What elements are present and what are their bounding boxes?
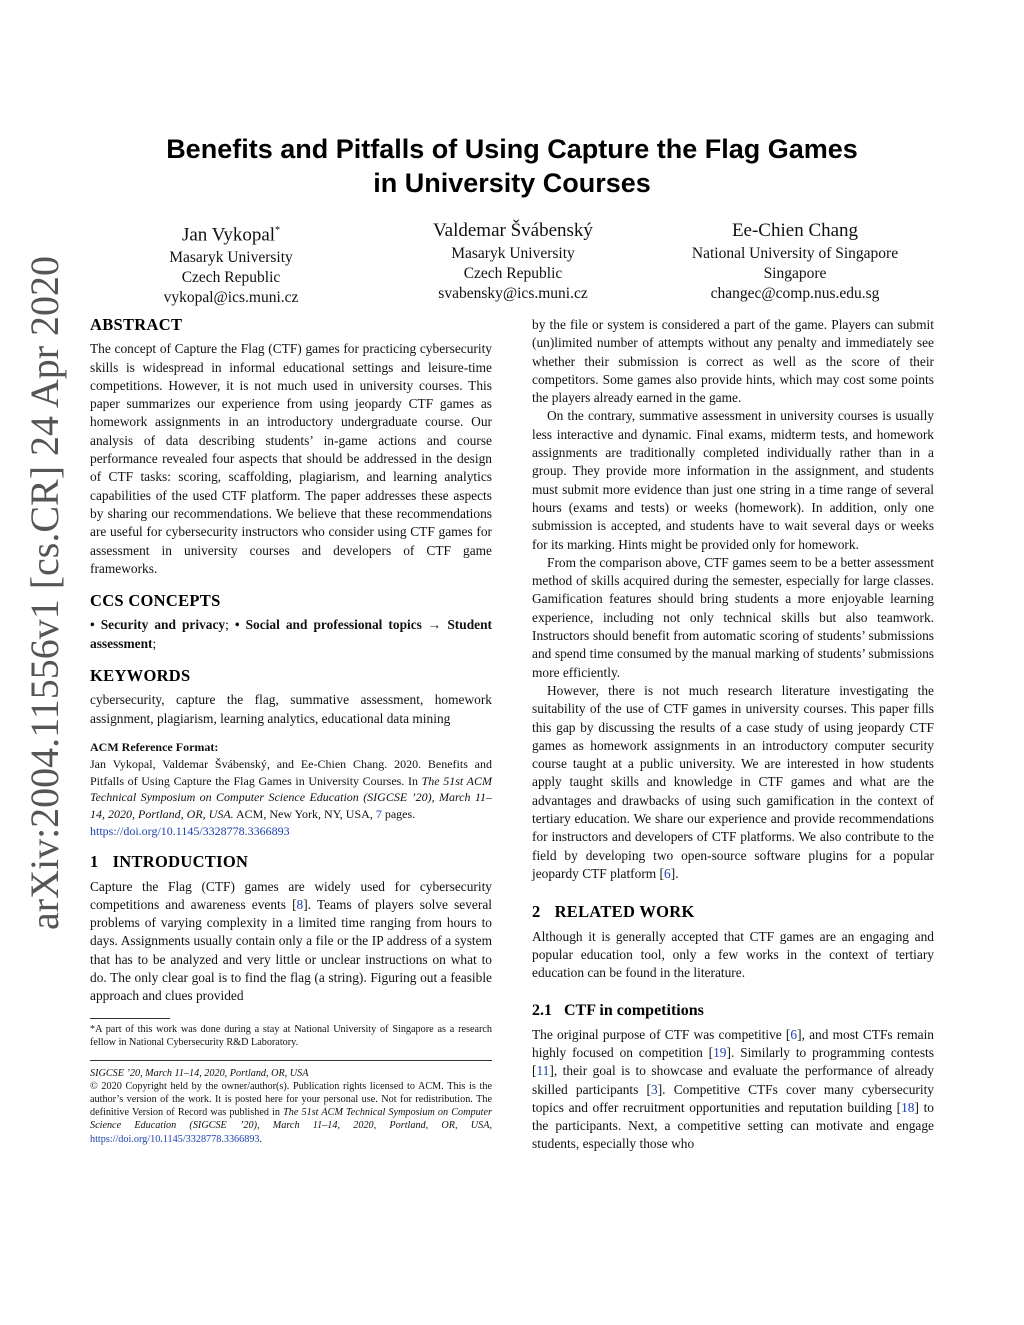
author-block [90, 218, 936, 308]
citation-link[interactable]: 6 [664, 865, 671, 881]
ctf-competitions-heading: 2.1 CTF in competitions [532, 1002, 704, 1020]
related-work-heading: 2 RELATED WORK [532, 902, 695, 922]
citation-link[interactable]: 8 [296, 896, 304, 912]
paper-title [100, 132, 924, 200]
doi-link[interactable]: https://doi.org/10.1145/3328778.3366893 [90, 823, 290, 838]
keywords-section [90, 667, 492, 728]
copyright-venue: SIGCSE ’20, March 11–14, 2020, Portland, OR, USA [90, 1067, 309, 1079]
author-country: Singapore [763, 265, 827, 282]
copyright-block: SIGCSE ’20, March 11–14, 2020, Portland, OR, USA © 2020 Copyright held by the owner/author(s). Publication rights licensed to ACM. This is the author’s version of the work. It is posted here for your personal use. Not for redistribution. The definitive Version of Record was published in The 51st ACM Technical Symposium on Computer Science Education (SIGCSE ’20), March 11–14, 2020, Portland, OR, USA, https://doi.org/10.1145/3328778.3366893. [90, 1067, 492, 1145]
title-line-1: Benefits and Pitfalls of Using Capture the Flag Games [166, 134, 858, 164]
title-line-2: in University Courses [373, 168, 651, 198]
citation-link[interactable]: 11 [536, 1063, 550, 1079]
intro-continued-p4: However, there is not much research literature investigating the suitability of the use of CTF games in university courses. This paper fills this gap by discussing the results of a case study of using jeopardy CTF games as homework assignments in an introductory computer security course taught at a public university. We are interested in how students apply taught skills and knowledge in CTF games and what are the advantages and drawbacks of using such gamification in the context of tertiary education. We share our experience and provide recommendations for instructors and developers of CTF platforms. We also contribute to the field by developing two open-source software plugins for a popular jeopardy CTF platform [6]. [532, 682, 934, 881]
ctf-competitions-section [532, 1002, 934, 1153]
ccs-section [90, 592, 492, 653]
abstract-text: The concept of Capture the Flag (CTF) games for practicing cybersecurity skills is widespread in informal educational settings and leisure-time competitions. However, it is not much used in university courses. This paper summarizes our experience from using jeopardy CTF games as homework assignments in an introductory undergraduate course. Our analysis of data describing students’ in-game actions and course performance revealed four aspects that should be addressed in the design of CTF tasks: scoring, scaffolding, plagiarism, and learning analytics capabilities of the used CTF platform. The paper addresses these aspects by sharing our recommendations. We believe that these recommendations are useful for cybersecurity instructors who consider using CTF games for assessment in university courses and developers of CTF game frameworks. [90, 341, 492, 576]
author-affiliation: Masaryk University [451, 245, 575, 262]
copyright-doi-link[interactable]: https://doi.org/10.1145/3328778.3366893 [90, 1133, 260, 1145]
author-email: changec@comp.nus.edu.sg [710, 285, 880, 302]
ctf-competitions-text: The original purpose of CTF was competitive [6], and most CTFs remain highly focused on competition [19]. Similarly to programming contests [11], their goal is to showcase and evaluate the performance of already skilled participants [3]. Competitive CTFs cover many cybersecurity topics and offer recruitment opportunities and reputation building [18] to the participants. Next, a competitive setting can motivate and engage students, especially those who [532, 1026, 934, 1152]
keywords-text: cybersecurity, capture the flag, summative assessment, homework assignment, plagiarism, learning analytics, educational data mining [90, 692, 492, 726]
author-name: Jan Vykopal [181, 224, 276, 246]
author-email: vykopal@ics.muni.cz [163, 289, 299, 307]
introduction-section [90, 853, 492, 1005]
acm-reference-heading: ACM Reference Format: [90, 739, 219, 754]
intro-continued-p1: by the file or system is considered a part of the game. Players can submit (un)limited number of attempts without any penalty and immediately see whether their submission is correct as well as the score of their competitors. Some games also provide hints, which may cost some points the players already earned in the game. [532, 317, 934, 406]
ccs-text: • Security and privacy; • Social and professional topics → Student assessment; [90, 617, 492, 651]
intro-continued-p2: On the contrary, summative assessment in university courses is usually less interactive and dynamic. Final exams, midterm tests, and homework assignments are traditionally completed individually rather than in a group. They provide more information in the assignment, and students must submit more evidence than just one string in a time range of several hours (exams and tests) or weeks (homework). In addition, only one submission is accepted, and students have to wait several days or weeks for its marking. Hints might be provided only for homework. [532, 408, 934, 552]
intro-continued-p3: From the comparison above, CTF games seem to be a better assessment method of skills acquired during the semester, especially for large classes. Gamification features should bring students a more enjoyable learning experience, including not only technical skills but also teamwork. Instructors should benefit from automatic scoring of students’ submissions and spend time consumed by the manual marking of students’ submissions more efficiently. [532, 554, 934, 680]
related-work-section [532, 903, 934, 982]
acm-reference-text: Jan Vykopal, Valdemar Švábenský, and Ee-Chien Chang. 2020. Benefits and Pitfalls of Using Capture the Flag Games in University Courses. In The 51st ACM Technical Symposium on Computer Science Education (SIGCSE ’20), March 11–14, 2020, Portland, OR, USA. ACM, New York, NY, USA, 7 pages. https://doi.org/10.1145/3328778.3366893 [90, 757, 492, 838]
author-footnote: *A part of this work was done during a stay at National University of Singapore as a research fellow in National Cybersecurity R&D Laboratory. [90, 1023, 492, 1049]
citation-link[interactable]: 19 [713, 1044, 727, 1060]
introduction-heading: 1 INTRODUCTION [90, 852, 249, 872]
author-name: Valdemar Švábenský [433, 220, 593, 241]
related-work-text: Although it is generally accepted that CTF games are an engaging and popular education tool, only a few works in the context of tertiary education can be found in the literature. [532, 928, 934, 981]
author-country: Czech Republic [181, 269, 281, 287]
citation-link[interactable]: 6 [790, 1026, 798, 1042]
left-column [90, 316, 492, 1146]
author-1 [90, 218, 372, 308]
author-name: Ee-Chien Chang [731, 220, 859, 241]
author-affiliation: Masaryk University [169, 249, 293, 267]
author-email: svabensky@ics.muni.cz [438, 285, 588, 302]
author-affiliation: National University of Singapore [691, 245, 899, 262]
keywords-heading: KEYWORDS [90, 666, 191, 686]
author-country: Czech Republic [463, 265, 563, 282]
author-3 [654, 218, 936, 308]
page-count-link[interactable]: 7 [375, 807, 382, 822]
introduction-text: Capture the Flag (CTF) games are widely used for cybersecurity competitions and awareness events [8]. Teams of players solve several problems of varying complexity in a limited time ranging from hours to days. Assignments usually contain only a file or the IP address of a system that has to be analyzed and very little or unclear instructions on what to do. The only clear goal is to find the flag (a string). Figuring out a feasible approach and clues provided [90, 878, 492, 1004]
copyright-divider [90, 1060, 492, 1061]
ccs-item-social: • Social and professional topics → Student assessment [90, 617, 492, 651]
right-column [532, 316, 934, 1154]
footnote-divider [90, 1018, 170, 1019]
arxiv-identifier: arXiv:2004.11556v1 [cs.CR] 24 Apr 2020 [22, 255, 67, 930]
abstract-heading: ABSTRACT [90, 315, 183, 334]
ccs-heading: CCS CONCEPTS [90, 591, 221, 611]
citation-link[interactable]: 18 [901, 1099, 915, 1115]
ccs-item-security: • Security and privacy [90, 617, 226, 633]
citation-link[interactable]: 3 [651, 1081, 658, 1097]
author-2 [372, 218, 654, 308]
author-footnote-mark: * [275, 225, 281, 236]
